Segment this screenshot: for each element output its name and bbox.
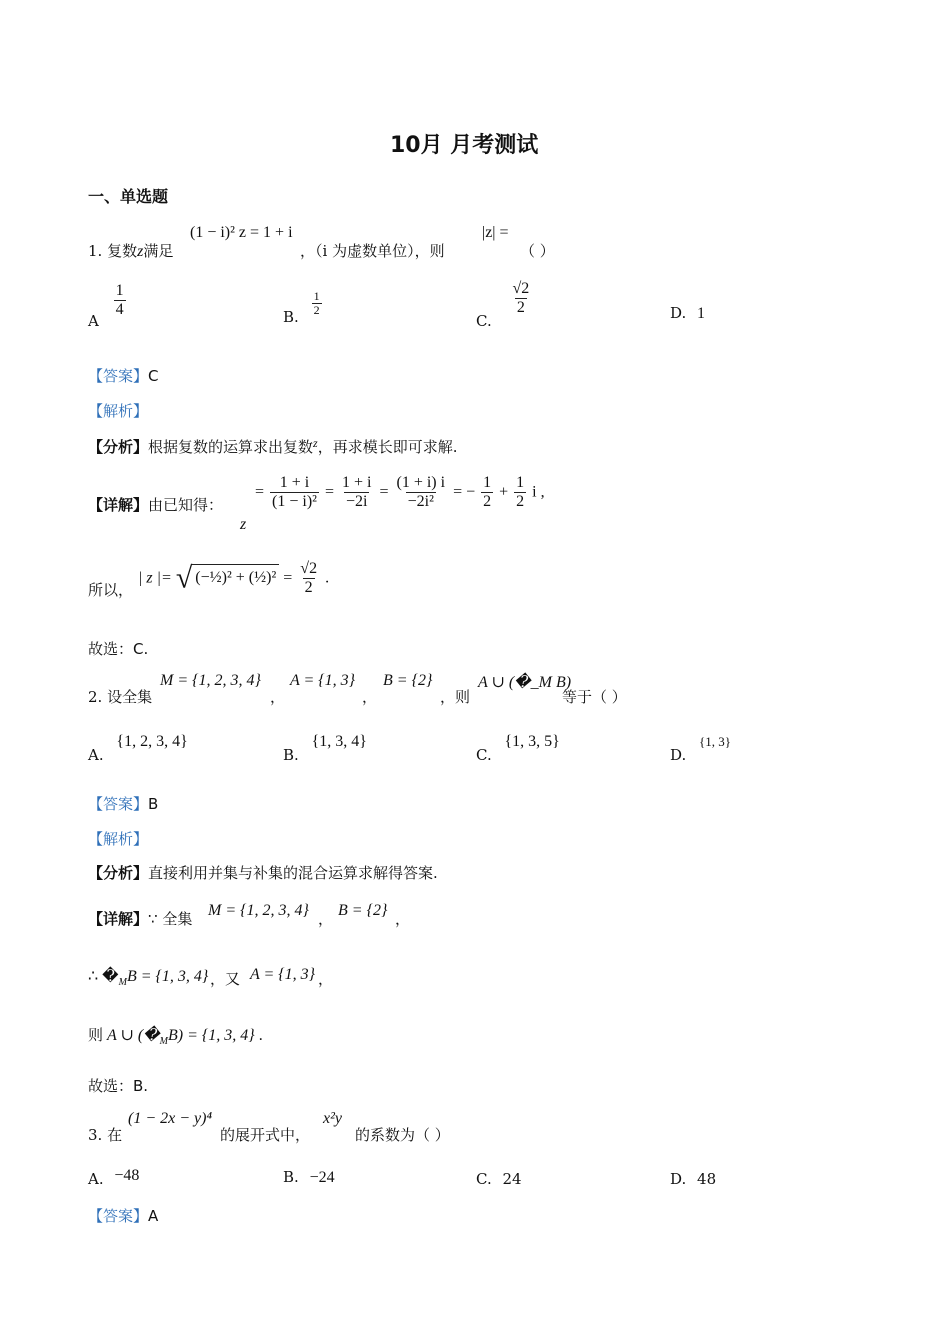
answer-tag: 【答案】	[88, 1207, 149, 1225]
stem-text: 设全集	[107, 688, 153, 706]
stem-text: 满足	[143, 242, 174, 260]
option-label: B.	[283, 746, 299, 764]
q1-modulus: | z |= √ (−½)² + (½)² = $\frac{√2}{2}$ .	[138, 560, 330, 596]
stem-text: 复数	[107, 242, 138, 260]
comma: ，	[362, 688, 378, 706]
option-value: 1	[697, 305, 706, 322]
stem-text: ，（i 为虚数单位），则	[300, 242, 445, 260]
union-value: B) = {1, 3, 4}	[167, 1027, 255, 1044]
frac-num: 1	[483, 474, 492, 491]
option-value: −24	[309, 1169, 335, 1186]
q2-complement: ∴ $�_MB = \{1$, 3, 4}	[88, 968, 209, 989]
option-label: B.	[283, 307, 299, 326]
frac-den: (1 − i)²	[272, 492, 317, 510]
option-label: A.	[88, 1170, 104, 1188]
analysis-line	[88, 436, 457, 457]
option-label: D.	[670, 746, 687, 764]
option-label: C.	[476, 312, 492, 331]
question-1-stem	[88, 240, 173, 261]
analysis-tag: 【解析】	[88, 830, 149, 848]
frac-num: 1	[313, 289, 320, 303]
option-b	[283, 289, 324, 326]
analysis-tag: 【解析】	[88, 402, 149, 420]
set-a: A = {1, 3}	[290, 672, 356, 689]
option-label: A.	[88, 746, 104, 764]
conclusion: 故选：B.	[88, 1077, 149, 1095]
frac-num: 1 + i	[279, 474, 310, 491]
q2-expression: A ∪ (�_M B)	[478, 674, 572, 691]
q3-term: x²y	[323, 1110, 342, 1127]
fenxi-text: ，再求模长即可求解.	[317, 438, 458, 456]
stem-text: 的展开式中，	[220, 1126, 311, 1144]
frac-num: 1 + i	[341, 474, 372, 491]
section-heading: 一、单选题	[88, 187, 169, 206]
complement-prefix: ∴ �	[88, 968, 119, 985]
answer-line	[88, 365, 159, 386]
frac-den: 2	[313, 303, 320, 318]
question-3-stem	[88, 1124, 122, 1145]
xiangjie-line	[88, 908, 192, 929]
option-c	[476, 280, 533, 331]
question-number: 3.	[88, 1126, 103, 1144]
stem-text: 的系数为（ ）	[355, 1126, 450, 1144]
option-value: {1, 3, 5}	[504, 733, 560, 750]
answer-value: A	[148, 1207, 159, 1225]
so-lhs: | z |=	[138, 569, 172, 587]
option-d	[670, 1170, 716, 1188]
option-label: D.	[670, 1170, 687, 1188]
frac-num: 1	[115, 282, 124, 299]
comma: ，	[270, 688, 286, 706]
stem-text: 等于（ ）	[562, 688, 627, 706]
option-label: D.	[670, 304, 687, 322]
page-title: 10月 月考测试	[390, 133, 539, 158]
frac-den: 2	[304, 578, 313, 596]
var-z: z	[313, 436, 318, 450]
var-z: z	[137, 243, 144, 260]
fenxi-tag: 【分析】	[88, 438, 149, 456]
option-a	[88, 732, 188, 764]
radicand: (−½)² + (½)²	[192, 564, 279, 586]
q3-expression: (1 − 2x − y)⁴	[128, 1110, 213, 1127]
set-a: A = {1, 3}	[250, 966, 316, 983]
q2-union: 则 A ∪ $(�_MB) = \{1$, 3, 4} .	[88, 1026, 263, 1048]
stem-text: 在	[107, 1126, 123, 1144]
option-value: {1, 3}	[699, 734, 732, 749]
answer-blank: （ ）	[520, 242, 555, 260]
stem-text: ，又	[210, 970, 241, 988]
q1-derivation: = $\frac{1 + i}{\text{(1 − i)²}}$ = $\frac{1 + i}{-2i}$ = $\frac{(1 + i) i}{\text{−2i²}}$ = − $\frac{1}{2}$ + $\frac{1}{2}$ i ,	[255, 474, 545, 510]
option-a	[88, 282, 128, 331]
fenxi-tag: 【分析】	[88, 864, 149, 882]
stem-text: ，则	[440, 688, 471, 706]
then-text: 则	[88, 1026, 104, 1044]
frac-den: −2i²	[407, 492, 434, 510]
frac-den: 2	[483, 492, 492, 510]
option-label: A	[88, 312, 99, 331]
option-c	[476, 1170, 522, 1188]
eq-z: z	[240, 516, 247, 533]
frac-den: −2i	[345, 492, 368, 510]
frac-den: 4	[115, 300, 124, 318]
option-label: C.	[476, 746, 492, 764]
xiangjie-tag: 【详解】	[88, 496, 149, 514]
option-b	[283, 732, 367, 764]
option-value: 24	[502, 1170, 522, 1188]
so-text: 所以，	[88, 581, 134, 599]
frac-den: 2	[516, 492, 525, 510]
xiangjie-text: ∵ 全集	[148, 910, 193, 928]
analysis-line	[88, 862, 438, 883]
option-label: C.	[476, 1170, 492, 1188]
question-number: 2.	[88, 688, 103, 706]
set-b: B = {2}	[338, 902, 388, 919]
option-a	[88, 1166, 140, 1188]
fenxi-text: 直接利用并集与补集的混合运算求解得答案.	[148, 864, 438, 882]
option-value: −48	[114, 1167, 140, 1184]
option-label: B.	[283, 1168, 299, 1186]
frac-num: (1 + i) i	[396, 474, 446, 491]
question-2-stem	[88, 686, 152, 707]
frac-num: √2	[512, 280, 530, 297]
complement-value: B = {1, 3, 4}	[126, 968, 209, 985]
union-prefix: A ∪ (�	[107, 1027, 160, 1044]
q1-formula: (1 − i)² z = 1 + i	[190, 224, 293, 241]
answer-line	[88, 793, 158, 814]
answer-tag: 【答案】	[88, 367, 149, 385]
abs-z: |z| =	[482, 224, 509, 241]
set-m: M = {1, 2, 3, 4}	[160, 672, 261, 689]
comma: ，	[395, 910, 411, 928]
answer-value: C	[148, 367, 159, 385]
comma: ，	[318, 910, 334, 928]
answer-line	[88, 1205, 158, 1226]
option-c	[476, 732, 560, 764]
option-b	[283, 1168, 335, 1187]
conclusion: 故选：C.	[88, 640, 149, 658]
option-d	[670, 732, 732, 764]
comma: ，	[318, 970, 334, 988]
option-value: 48	[697, 1170, 717, 1188]
set-b: B = {2}	[383, 672, 433, 689]
answer-value: B	[148, 795, 159, 813]
answer-tag: 【答案】	[88, 795, 149, 813]
option-value: {1, 2, 3, 4}	[116, 733, 188, 750]
xiangjie-line	[88, 494, 223, 515]
option-d	[670, 304, 705, 323]
frac-num: √2	[300, 560, 318, 577]
xiangjie-text: 由已知得：	[148, 496, 224, 514]
option-value: {1, 3, 4}	[311, 733, 367, 750]
fenxi-text: 根据复数的运算求出复数	[148, 438, 314, 456]
set-m: M = {1, 2, 3, 4}	[208, 902, 309, 919]
frac-den: 2	[516, 298, 525, 316]
frac-num: 1	[516, 474, 525, 491]
question-number: 1.	[88, 242, 103, 260]
sqrt-icon: √	[175, 561, 193, 595]
xiangjie-tag: 【详解】	[88, 910, 149, 928]
